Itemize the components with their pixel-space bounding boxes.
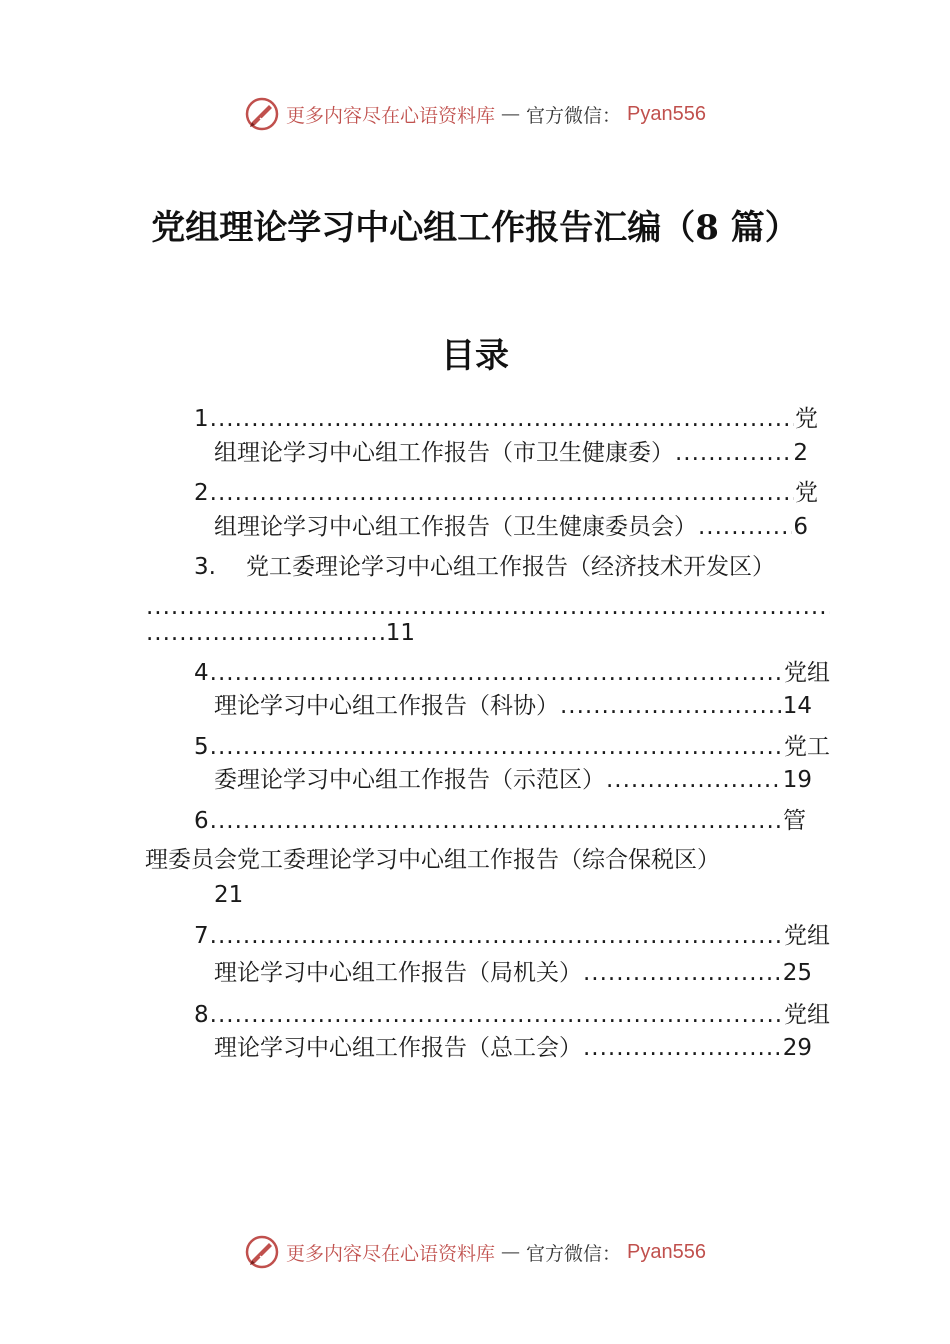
toc-entry-title-start: 管 bbox=[783, 808, 806, 834]
toc-entry-7-line2[interactable] bbox=[214, 958, 812, 988]
document-title: 党组理论学习中心组工作报告汇编（8 篇） bbox=[151, 208, 799, 248]
footer-banner bbox=[0, 1232, 950, 1272]
dot-leader bbox=[210, 478, 794, 508]
pen-logo-icon bbox=[244, 96, 280, 132]
dot-leader bbox=[675, 438, 792, 468]
toc-entry-2-line1[interactable] bbox=[194, 478, 818, 508]
header-banner bbox=[0, 94, 950, 134]
dot-leader bbox=[698, 512, 792, 542]
toc-entry-5-line1[interactable] bbox=[194, 732, 830, 762]
toc-entry-number: 8 bbox=[194, 1002, 209, 1028]
toc-entry-page: 19 bbox=[782, 767, 812, 793]
dot-leader bbox=[210, 806, 782, 836]
toc-entry-page: 21 bbox=[214, 882, 244, 908]
toc-entry-5-line2[interactable] bbox=[214, 765, 812, 795]
dot-leader bbox=[210, 732, 783, 762]
toc-entry-title: 组理论学习中心组工作报告（卫生健康委员会） bbox=[214, 514, 697, 540]
toc-entry-title: 理委员会党工委理论学习中心组工作报告（综合保税区） bbox=[145, 847, 720, 873]
toc-entry-page: 14 bbox=[782, 693, 812, 719]
banner-wechat-id: Pyan556 bbox=[627, 1240, 706, 1263]
toc-entry-3-line3[interactable] bbox=[145, 618, 415, 648]
toc-entry-number: 5 bbox=[194, 734, 209, 760]
toc-entry-page: 6 bbox=[793, 514, 808, 540]
toc-entry-title: 理论学习中心组工作报告（局机关） bbox=[214, 960, 582, 986]
banner-wechat-id: Pyan556 bbox=[627, 102, 706, 125]
toc-entry-page: 11 bbox=[385, 620, 415, 646]
pen-logo-icon bbox=[244, 1234, 280, 1270]
toc-entry-2-line2[interactable] bbox=[214, 512, 808, 542]
banner-separator: — bbox=[501, 1241, 521, 1263]
dot-leader bbox=[210, 404, 794, 434]
toc-entry-title: 党工委理论学习中心组工作报告（经济技术开发区） bbox=[245, 554, 775, 580]
banner-text: 更多内容尽在心语资料库 bbox=[286, 1242, 496, 1265]
toc-entry-number: 1 bbox=[194, 406, 209, 432]
toc-entry-6-line1[interactable] bbox=[194, 806, 806, 836]
toc-entry-title-start: 党组 bbox=[784, 923, 830, 949]
toc-entry-title-start: 党组 bbox=[784, 1002, 830, 1028]
toc-entry-1-line2[interactable] bbox=[214, 438, 808, 468]
toc-entry-6-line3[interactable] bbox=[214, 880, 314, 910]
toc-entry-4-line2[interactable] bbox=[214, 691, 812, 721]
toc-entry-title-start: 党工 bbox=[784, 734, 830, 760]
toc-entry-title: 理论学习中心组工作报告（总工会） bbox=[214, 1035, 582, 1061]
toc-entry-3-line1[interactable] bbox=[194, 552, 830, 582]
dot-leader bbox=[606, 765, 782, 795]
toc-entry-title-start: 党 bbox=[795, 406, 818, 432]
banner-text: 更多内容尽在心语资料库 bbox=[286, 104, 496, 127]
dot-leader bbox=[146, 618, 385, 648]
toc-entry-number: 7 bbox=[194, 923, 209, 949]
banner-separator: — bbox=[501, 103, 521, 125]
toc-entry-page: 2 bbox=[793, 440, 808, 466]
dot-leader bbox=[210, 658, 783, 688]
toc-entry-8-line2[interactable] bbox=[214, 1033, 812, 1063]
toc-entry-title: 理论学习中心组工作报告（科协） bbox=[214, 693, 559, 719]
toc-entry-title-start: 党 bbox=[795, 480, 818, 506]
toc-heading: 目录 bbox=[441, 336, 509, 376]
toc-entry-number: 3. bbox=[194, 554, 216, 580]
toc-entry-page: 29 bbox=[782, 1035, 812, 1061]
toc-entry-6-line2[interactable] bbox=[145, 845, 825, 875]
banner-wechat-label: 官方微信： bbox=[526, 104, 622, 127]
toc-entry-number: 6 bbox=[194, 808, 209, 834]
banner-wechat-label: 官方微信： bbox=[526, 1242, 622, 1265]
dot-leader bbox=[583, 1033, 782, 1063]
toc-entry-7-line1[interactable] bbox=[194, 921, 830, 951]
toc-entry-1-line1[interactable] bbox=[194, 404, 818, 434]
dot-leader bbox=[210, 921, 783, 951]
toc-entry-4-line1[interactable] bbox=[194, 658, 830, 688]
toc-entry-number: 2 bbox=[194, 480, 209, 506]
toc-entry-8-line1[interactable] bbox=[194, 1000, 830, 1030]
dot-leader bbox=[583, 958, 782, 988]
toc-entry-title: 组理论学习中心组工作报告（市卫生健康委） bbox=[214, 440, 674, 466]
toc-entry-title-start: 党组 bbox=[784, 660, 830, 686]
dot-leader bbox=[560, 691, 782, 721]
toc-entry-number: 4 bbox=[194, 660, 209, 686]
toc-entry-title: 委理论学习中心组工作报告（示范区） bbox=[214, 767, 605, 793]
dot-leader bbox=[210, 1000, 783, 1030]
toc-entry-page: 25 bbox=[782, 960, 812, 986]
